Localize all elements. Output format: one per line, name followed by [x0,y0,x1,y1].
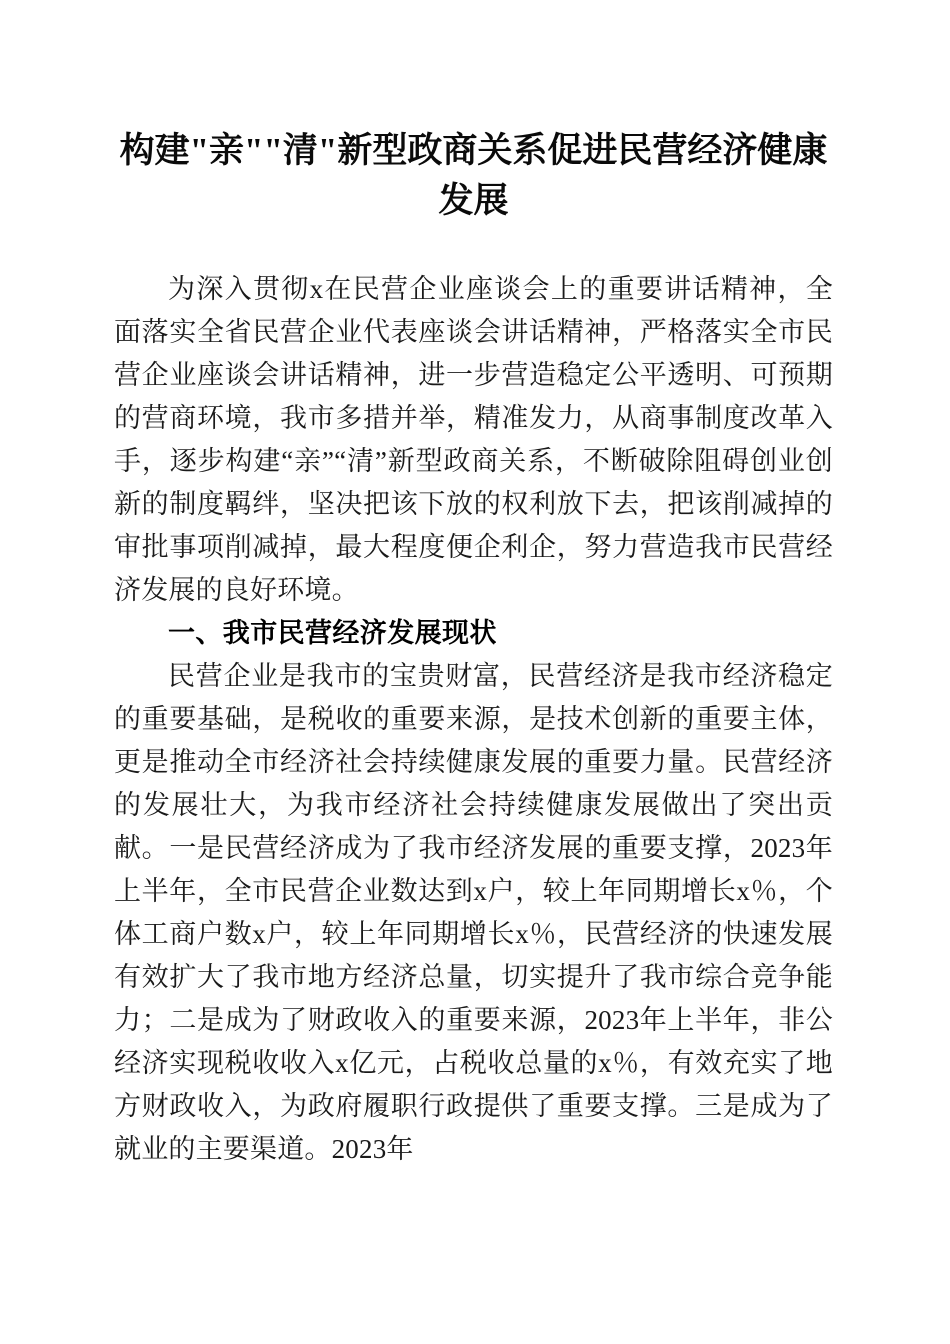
page-title: 构建"亲""清"新型政商关系促进民营经济健康发展 [119,131,828,220]
document-body [114,268,833,1171]
opening-paragraph: 为深入贯彻x在民营企业座谈会上的重要讲话精神，全面落实全省民营企业代表座谈会讲话精神，严格落实全市民营企业座谈会讲话精神，进一步营造稳定公平透明、可预期的营商环境，我市多措并举，精准发力，从商事制度改革入手，逐步构建“亲”“清”新型政商关系，不断破除阻碍创业创新的制度羁绊，坚决把该下放的权利放下去，把该削减掉的审批事项削减掉，最大程度便企利企，努力营造我市民营经济发展的良好环境。 [114,274,833,605]
section-heading-1: 一、我市民营经济发展现状 [168,618,497,648]
section-1-paragraph: 民营企业是我市的宝贵财富，民营经济是我市经济稳定的重要基础，是税收的重要来源，是技术创新的重要主体，更是推动全市经济社会持续健康发展的重要力量。民营经济的发展壮大，为我市经济社会持续健康发展做出了突出贡献。一是民营经济成为了我市经济发展的重要支撑，2023年上半年，全市民营企业数达到x户，较上年同期增长x％，个体工商户数x户，较上年同期增长x％，民营经济的快速发展有效扩大了我市地方经济总量，切实提升了我市综合竞争能力；二是成为了财政收入的重要来源，2023年上半年，非公经济实现税收收入x亿元，占税收总量的x％，有效充实了地方财政收入，为政府履职行政提供了重要支撑。三是成为了就业的主要渠道。2023年 [114,661,833,1164]
